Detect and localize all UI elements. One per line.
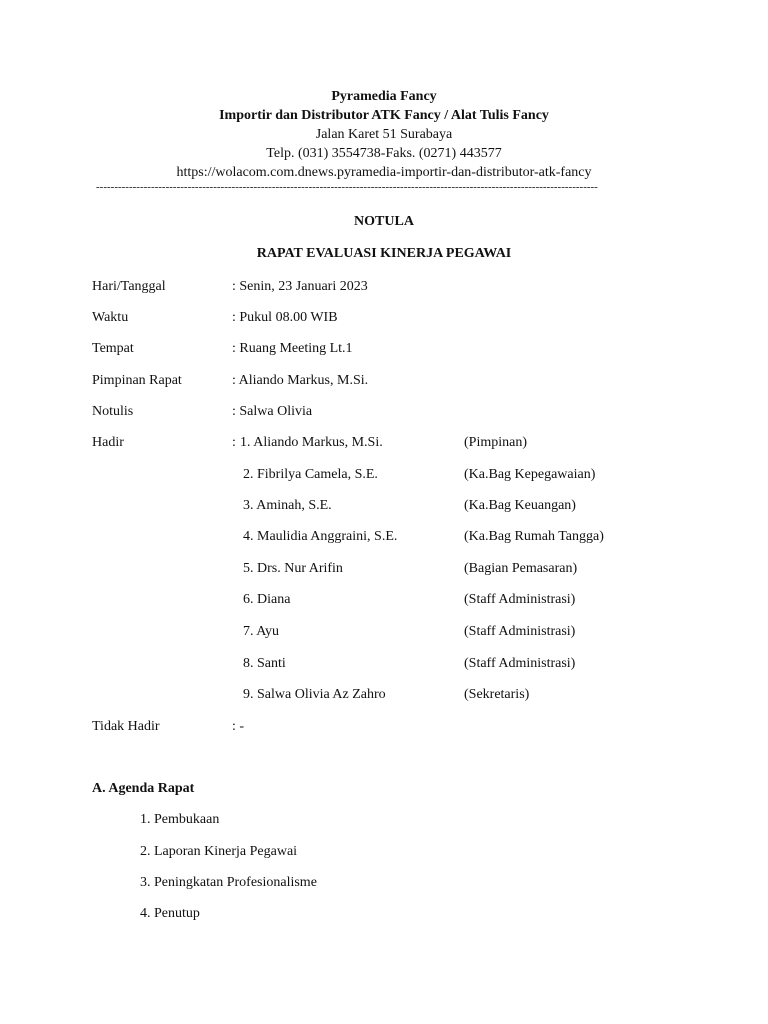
company-phone: Telp. (031) 3554738-Faks. (0271) 443577 <box>266 146 502 161</box>
attendee-role: (Ka.Bag Kepegawaian) <box>464 467 596 482</box>
letterhead <box>0 87 768 182</box>
attendee-name: 2. Fibrilya Camela, S.E. <box>243 467 378 482</box>
attendee-role: (Bagian Pemasaran) <box>464 561 578 576</box>
field-label: Notulis <box>92 404 134 419</box>
attendee-role: (Staff Administrasi) <box>464 624 576 639</box>
company-name: Pyramedia Fancy <box>331 89 437 104</box>
attendee-name: 5. Drs. Nur Arifin <box>243 561 343 576</box>
attendee-name: 6. Diana <box>243 592 291 607</box>
attendee-role: (Sekretaris) <box>464 687 530 702</box>
field-label: Pimpinan Rapat <box>92 373 182 388</box>
agenda-item: 1. Pembukaan <box>140 812 220 827</box>
field-label: Waktu <box>92 310 129 325</box>
company-address: Jalan Karet 51 Surabaya <box>315 127 453 142</box>
attendee-name: 9. Salwa Olivia Az Zahro <box>243 687 386 702</box>
absent-value: : - <box>232 719 245 734</box>
header-divider: ----------------------------------------------------------------------------------------------------------------------------------------- <box>96 181 598 193</box>
company-website: https://wolacom.com.dnews.pyramedia-importir-dan-distributor-atk-fancy <box>176 165 592 180</box>
field-label: Hari/Tanggal <box>92 279 166 294</box>
field-value: : Ruang Meeting Lt.1 <box>232 341 353 356</box>
attendance-label: Hadir <box>92 435 124 450</box>
attendee-role: (Ka.Bag Rumah Tangga) <box>464 529 604 544</box>
attendee-name: 3. Aminah, S.E. <box>243 498 332 513</box>
field-value: : Aliando Markus, M.Si. <box>232 373 369 388</box>
document-title: NOTULA <box>354 214 414 229</box>
agenda-item: 3. Peningkatan Profesionalisme <box>140 875 317 890</box>
agenda-item: 2. Laporan Kinerja Pegawai <box>140 844 298 859</box>
attendee-role: (Pimpinan) <box>464 435 527 450</box>
field-value: : Pukul 08.00 WIB <box>232 310 338 325</box>
attendance-prefix: : <box>232 435 240 450</box>
attendee-name: 7. Ayu <box>243 624 280 639</box>
attendee-role: (Staff Administrasi) <box>464 592 576 607</box>
attendee-role: (Ka.Bag Keuangan) <box>464 498 576 513</box>
attendee-name: 4. Maulidia Anggraini, S.E. <box>243 529 398 544</box>
field-label: Tempat <box>92 341 134 356</box>
field-value: : Senin, 23 Januari 2023 <box>232 279 368 294</box>
agenda-heading: A. Agenda Rapat <box>92 781 195 796</box>
field-value: : Salwa Olivia <box>232 404 313 419</box>
attendee-name: 8. Santi <box>243 656 286 671</box>
attendee-name: 1. Aliando Markus, M.Si. <box>240 435 383 450</box>
agenda-item: 4. Penutup <box>140 906 200 921</box>
attendee-role: (Staff Administrasi) <box>464 656 576 671</box>
absent-label: Tidak Hadir <box>92 719 160 734</box>
document-subtitle: RAPAT EVALUASI KINERJA PEGAWAI <box>256 246 512 261</box>
company-tagline: Importir dan Distributor ATK Fancy / Alat Tulis Fancy <box>219 108 549 123</box>
